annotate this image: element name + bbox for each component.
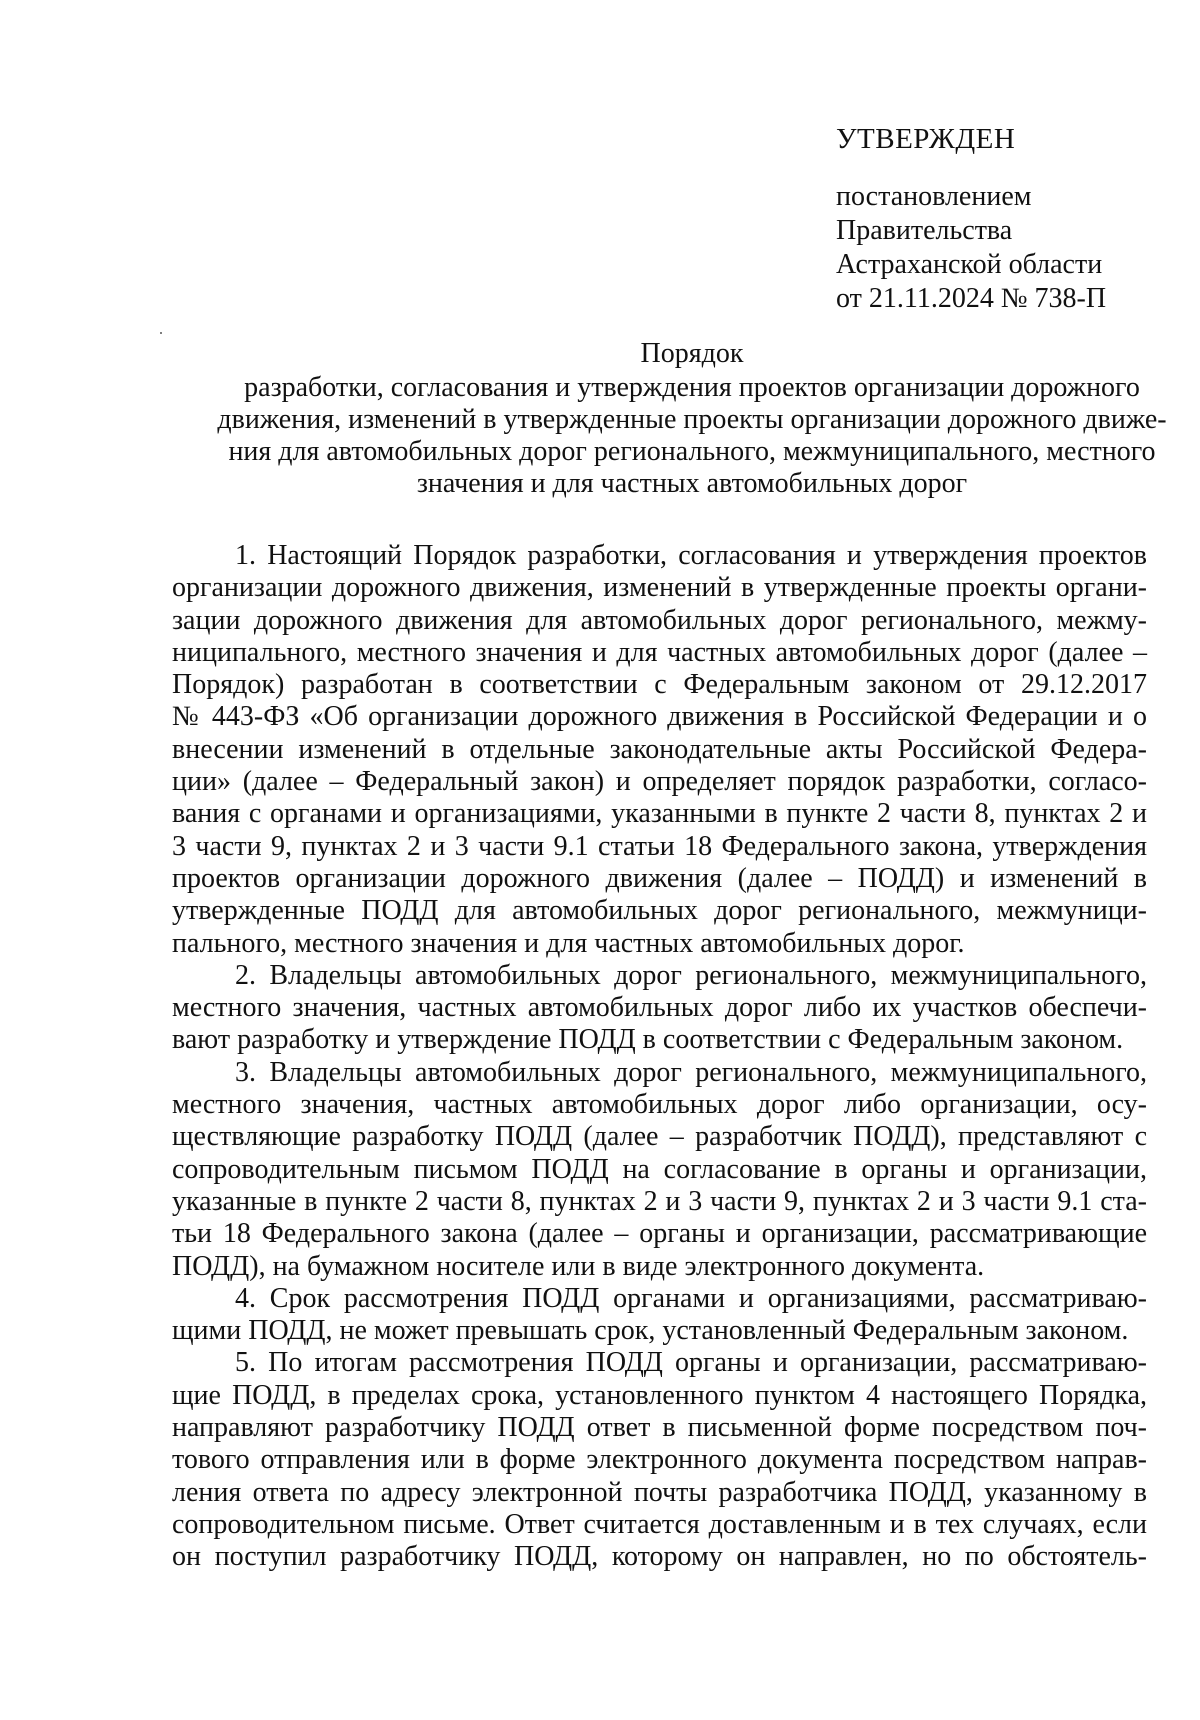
- text-line: 4. Срок рассмотрения ПОДД органами и организациями, рассматриваю-: [235, 1282, 1147, 1314]
- paragraph-4: [172, 1283, 1147, 1348]
- scan-speck: [160, 332, 162, 334]
- text-line: ществляющие разработку ПОДД (далее – разработчик ПОДД), представляют с: [172, 1121, 1147, 1153]
- text-line: ления ответа по адресу электронной почты разработчика ПОДД, указанному в: [172, 1476, 1147, 1508]
- approval-line: постановлением: [836, 181, 1032, 212]
- text-line: сопроводительным письмом ПОДД на согласование в органы и организации,: [172, 1153, 1147, 1185]
- text-line: 1. Настоящий Порядок разработки, согласования и утверждения проектов: [235, 540, 1147, 571]
- text-line: ниципального, местного значения и для частных автомобильных дорог (далее –: [172, 636, 1147, 668]
- title-heading: Порядок: [640, 338, 744, 369]
- text-line: 2. Владельцы автомобильных дорог регионального, межмуниципального,: [235, 959, 1147, 991]
- text-line: Порядок) разработан в соответствии с Федеральным законом от 29.12.2017: [172, 669, 1147, 701]
- text-line: указанные в пункте 2 части 8, пунктах 2 и 3 части 9, пунктах 2 и 3 части 9.1 ста-: [172, 1185, 1147, 1217]
- paragraph-1: [172, 540, 1147, 960]
- text-line: ции» (далее – Федеральный закон) и определяет порядок разработки, согласо-: [172, 766, 1147, 798]
- text-line: щие ПОДД, в пределах срока, установленного пунктом 4 настоящего Порядка,: [172, 1379, 1147, 1411]
- paragraph-5: [172, 1347, 1147, 1573]
- text-line: организации дорожного движения, изменений в утвержденные проекты органи-: [172, 572, 1147, 604]
- text-line: ПОДД), на бумажном носителе или в виде электронного документа.: [172, 1250, 985, 1282]
- approval-line: от 21.11.2024 № 738-П: [836, 283, 1107, 314]
- text-line: направляют разработчику ПОДД ответ в письменной форме посредством поч-: [172, 1412, 1147, 1444]
- text-line: 3 части 9, пунктах 2 и 3 части 9.1 статьи 18 Федерального закона, утверждения: [172, 830, 1147, 862]
- text-line: он поступил разработчику ПОДД, которому он направлен, но по обстоятель-: [172, 1541, 1147, 1573]
- paragraph-2: [172, 960, 1147, 1057]
- text-line: внесении изменений в отдельные законодательные акты Российской Федера-: [172, 733, 1147, 765]
- text-line: проектов организации дорожного движения (далее – ПОДД) и изменений в: [172, 862, 1147, 894]
- approval-line: Астраханской области: [836, 249, 1103, 280]
- text-line: сопроводительном письме. Ответ считается доставленным и в тех случаях, если: [172, 1508, 1147, 1540]
- text-line: местного значения, частных автомобильных дорог либо их участков обеспечи-: [172, 992, 1147, 1024]
- text-line: щими ПОДД, не может превышать срок, установленный Федеральным законом.: [172, 1315, 1129, 1347]
- text-line: 3. Владельцы автомобильных дорог регионального, межмуниципального,: [235, 1056, 1147, 1088]
- text-line: вают разработку и утверждение ПОДД в соответствии с Федеральным законом.: [172, 1024, 1124, 1056]
- text-line: вания с органами и организациями, указанными в пункте 2 части 8, пунктах 2 и: [172, 798, 1147, 830]
- document-title: [172, 338, 1200, 500]
- text-line: пального, местного значения и для частных автомобильных дорог.: [172, 927, 965, 959]
- text-line: зации дорожного движения для автомобильных дорог регионального, межму-: [172, 604, 1147, 636]
- text-line: местного значения, частных автомобильных дорог либо организации, осу-: [172, 1089, 1147, 1121]
- text-line: 5. По итогам рассмотрения ПОДД органы и организации, рассматриваю-: [235, 1347, 1147, 1379]
- approval-heading: УТВЕРЖДЕН: [836, 123, 1016, 155]
- title-line: значения и для частных автомобильных дорог: [416, 468, 968, 499]
- text-line: № 443-ФЗ «Об организации дорожного движения в Российской Федерации и о: [172, 701, 1147, 733]
- text-line: тового отправления или в форме электронного документа посредством направ-: [172, 1444, 1147, 1476]
- paragraph-3: [172, 1057, 1147, 1283]
- document-body: [172, 540, 1147, 1574]
- title-line: разработки, согласования и утверждения проектов организации дорожного: [244, 372, 1140, 403]
- title-line: движения, изменений в утвержденные проекты организации дорожного движе-: [217, 404, 1167, 435]
- text-line: утвержденные ПОДД для автомобильных дорог регионального, межмуници-: [172, 895, 1147, 927]
- title-line: ния для автомобильных дорог регионального, межмуниципального, местного: [228, 436, 1156, 467]
- approval-line: Правительства: [836, 215, 1013, 246]
- approval-stamp-block: [836, 122, 1166, 316]
- text-line: тьи 18 Федерального закона (далее – органы и организации, рассматривающие: [172, 1218, 1147, 1250]
